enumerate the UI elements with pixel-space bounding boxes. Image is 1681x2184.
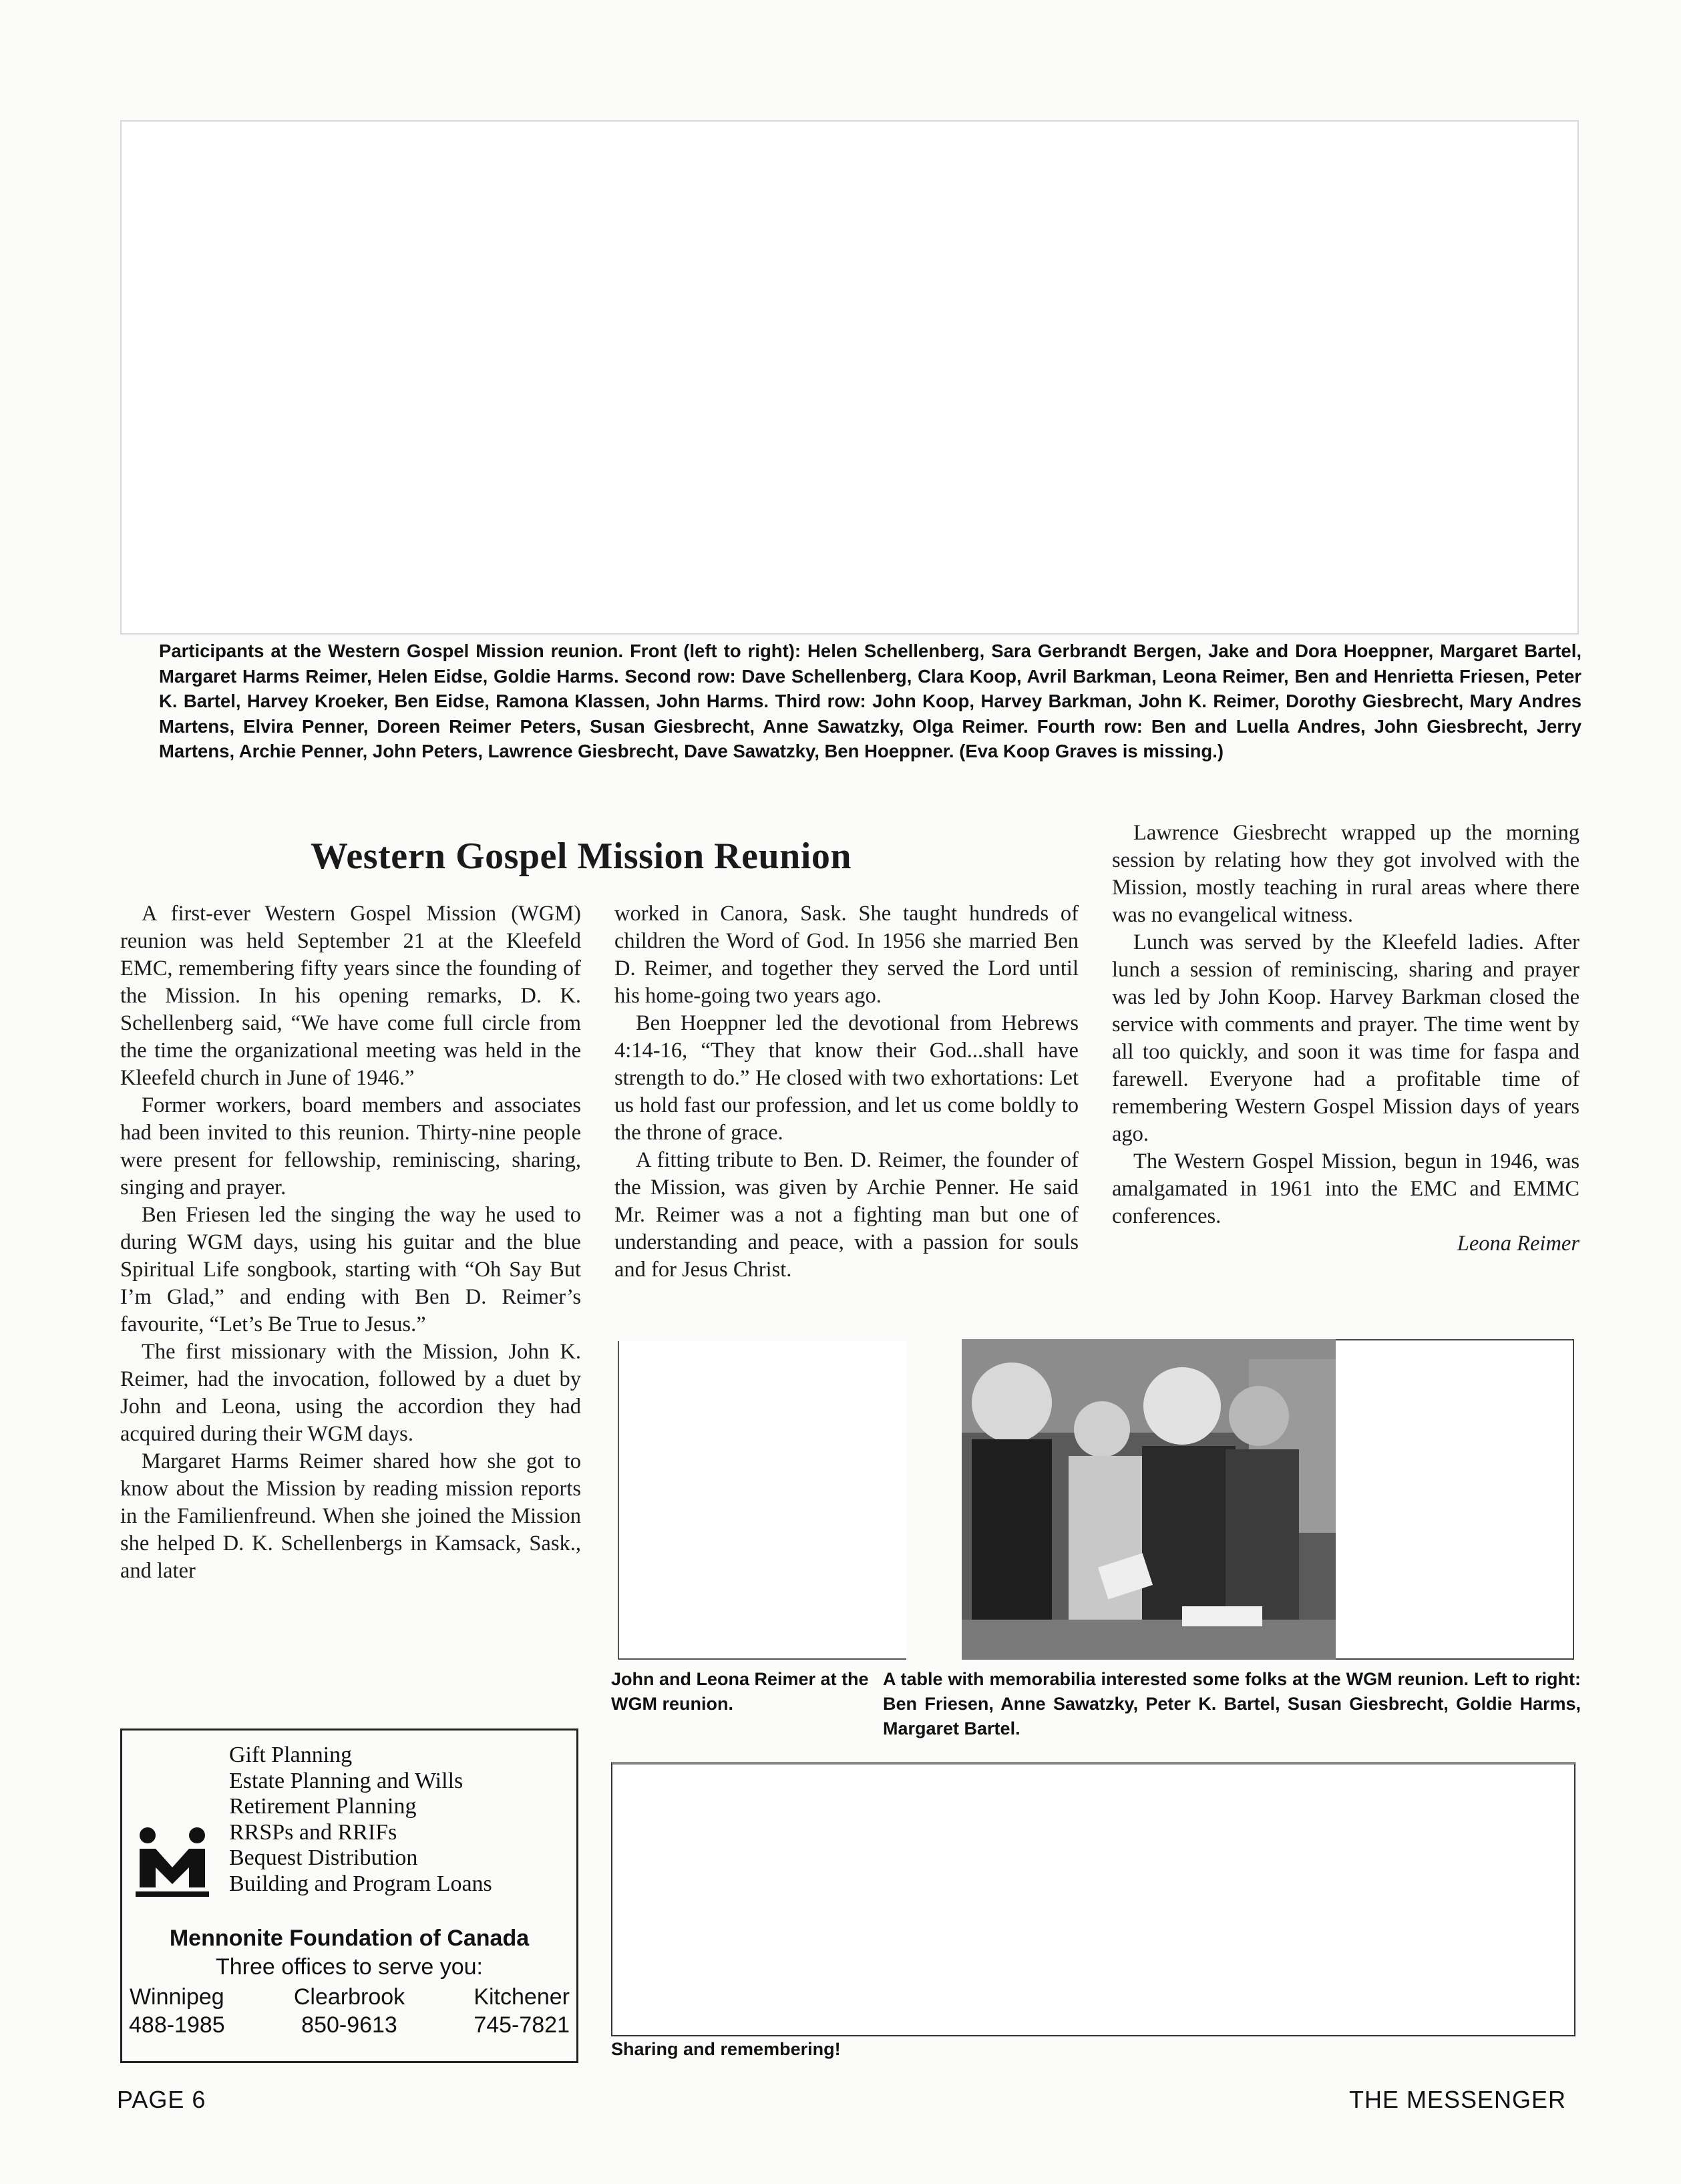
memorabilia-photo-image: [962, 1339, 1336, 1660]
byline: Leona Reimer: [1457, 1232, 1579, 1256]
group-photo-caption: Participants at the Western Gospel Mission reunion. Front (left to right): Helen Schellenberg, Sara Gerbrandt Bergen, Jake and Dora Hoeppner, Margaret Bartel, Margaret Harms Reimer, Helen Eidse, Goldie Harms. Second row: Dave Schellenberg, Clara Koop, Avril Barkman, Leona Reimer, Ben and Henrietta Friesen, Peter K. Bartel, Harvey Kroeker, Ben Eidse, Ramona Klassen, John Harms. Third row: John Koop, Harvey Barkman, John K. Reimer, Dorothy Giesbrecht, Mary Andres Martens, Elvira Penner, Doreen Reimer Peters, Susan Giesbrecht, Anne Sawatzky, Olga Reimer. Fourth row: Ben and Luella Andres, John Giesbrecht, Jerry Martens, Archie Penner, John Peters, Lawrence Giesbrecht, Dave Sawatzky, Ben Hoeppner. (Eva Koop Graves is missing.): [159, 641, 1581, 761]
office-city: Kitchener: [474, 1984, 570, 2010]
article-column-1: [120, 900, 581, 1585]
office-kitchener: [474, 1983, 570, 2039]
reimer-photo: [618, 1341, 906, 1660]
ad-service: Bequest Distribution: [229, 1845, 418, 1870]
article-column-3: [1112, 820, 1579, 1258]
paragraph: The first missionary with the Mission, John K. Reimer, had the invocation, followed by a duet by John and Leona, using the accordion they had acquired during their WGM days.: [120, 1340, 581, 1446]
paragraph: A fitting tribute to Ben. D. Reimer, the founder of the Mission, was given by Archie Penner. He said Mr. Reimer was a not a fighting man but one of understanding and peace, with a passion for souls and for Jesus Christ.: [614, 1148, 1079, 1282]
page-number: PAGE 6: [117, 2086, 206, 2113]
memorabilia-photo-right: [1336, 1339, 1574, 1660]
ad-service: Estate Planning and Wills: [229, 1768, 463, 1793]
publication-name: THE MESSENGER: [1349, 2086, 1567, 2113]
paragraph: Lawrence Giesbrecht wrapped up the morning session by relating how they got involved with the Mission, mostly teaching in rural areas where there was no evangelical witness.: [1112, 821, 1579, 927]
memorabilia-photo-caption: A table with memorabilia interested some folks at the WGM reunion. Left to right: Ben Friesen, Anne Sawatzky, Peter K. Bartel, Susan Giesbrecht, Goldie Harms, Margaret Bartel.: [883, 1669, 1581, 1739]
paragraph: worked in Canora, Sask. She taught hundreds of children the Word of God. In 1956 she married Ben D. Reimer, and together they served the Lord until his home-going two years ago.: [614, 902, 1079, 1008]
mennonite-foundation-logo: [136, 1821, 209, 1897]
ad-services-list: [229, 1743, 570, 1897]
paragraph: A first-ever Western Gospel Mission (WGM) reunion was held September 21 at the Kleefeld EMC, remembering fifty years since the founding of the Mission. In his opening remarks, D. K. Schellenberg said, “We have come full circle from the time the organizational meeting was held in the Kleefeld church in June of 1946.”: [120, 902, 581, 1090]
article-headline: Western Gospel Mission Reunion: [311, 836, 852, 877]
office-phone: 850-9613: [301, 2012, 397, 2038]
ad-service: Retirement Planning: [229, 1794, 417, 1819]
paragraph: The Western Gospel Mission, begun in 1946, was amalgamated in 1961 into the EMC and EMMC conferences.: [1112, 1149, 1579, 1228]
paragraph: Lunch was served by the Kleefeld ladies. After lunch a session of reminiscing, sharing and prayer was led by John Koop. Harvey Barkman closed the service with comments and prayer. The time went by all too quickly, and soon it was time for faspa and farewell. Everyone had a profitable time of remembering Western Gospel Mission days of years ago.: [1112, 930, 1579, 1146]
ad-service: Building and Program Loans: [229, 1871, 492, 1896]
ad-offices: [129, 1983, 570, 2039]
group-photo: [120, 120, 1579, 634]
office-city: Winnipeg: [129, 1984, 224, 2010]
sharing-photo-caption: Sharing and remembering!: [611, 2039, 841, 2059]
office-city: Clearbrook: [293, 1984, 405, 2010]
office-winnipeg: [129, 1983, 225, 2039]
sharing-photo: [611, 1762, 1575, 2036]
paragraph: Margaret Harms Reimer shared how she got to know about the Mission by reading mission reports in the Familienfreund. When she joined the Mission she helped D. K. Schellenbergs in Kamsack, Sask., and later: [120, 1449, 581, 1583]
office-phone: 745-7821: [474, 2012, 570, 2038]
ad-service: RRSPs and RRIFs: [229, 1819, 397, 1845]
office-phone: 488-1985: [129, 2012, 225, 2038]
article-column-2: [614, 900, 1079, 1284]
ad-tagline: Three offices to serve you:: [215, 1954, 483, 1980]
paragraph: Ben Hoeppner led the devotional from Hebrews 4:14-16, “They that know their God...shall have strength to do.” He closed with two exhortations: Let us hold fast our profession, and let us come boldly to the throne of grace.: [614, 1011, 1079, 1145]
paragraph: Ben Friesen led the singing the way he used to during WGM days, using his guitar and the blue Spiritual Life songbook, starting with “Oh Say But I’m Glad,” and ending with Ben D. Reimer’s favourite, “Let’s Be True to Jesus.”: [120, 1203, 581, 1336]
mennonite-foundation-ad: [120, 1728, 578, 2063]
office-clearbrook: [294, 1983, 405, 2039]
reimer-photo-caption: John and Leona Reimer at the WGM reunion.: [611, 1669, 869, 1714]
ad-service: Gift Planning: [229, 1743, 353, 1767]
memorabilia-photo: [962, 1339, 1336, 1660]
ad-org-name: Mennonite Foundation of Canada: [169, 1926, 530, 1951]
paragraph: Former workers, board members and associates had been invited to this reunion. Thirty-nine people were present for fellowship, reminiscing, sharing, singing and prayer.: [120, 1093, 581, 1200]
